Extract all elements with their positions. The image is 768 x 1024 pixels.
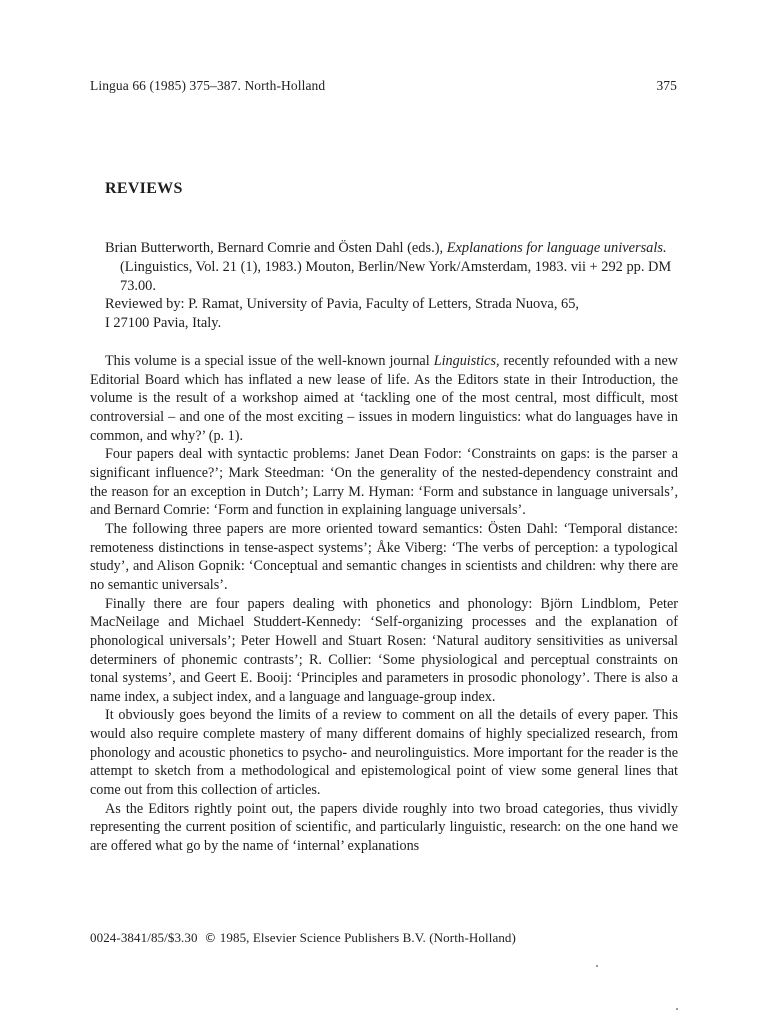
publisher-line: 1985, Elsevier Science Publishers B.V. (North-Holland) <box>219 930 516 945</box>
scan-speck <box>596 965 598 967</box>
book-title: Explanations for language universals. <box>446 240 667 256</box>
page-number: 375 <box>656 78 677 93</box>
paragraph-4: Finally there are four papers dealing with phonetics and phonology: Björn Lindblom, Peter MacNeilage and Michael Studdert-Kennedy: ‘Self-organizing processes and the explanation of phonological universals’; Peter Howell and Stuart Rosen: ‘Natural auditory sensitivities as universal determiners of phonemic contrasts’; R. Collier: ‘Some physiological and perceptual constraints on tonal systems’, and Geert E. Booij: ‘Principles and parameters in prosodic phonology’. There is also a name index, a subject index, and a language and language-group index. <box>90 595 678 705</box>
running-header <box>90 78 677 94</box>
p1-start: This volume is a special issue of the well-known journal <box>105 353 430 369</box>
journal-name: Linguistics, <box>433 353 500 369</box>
book-citation <box>105 239 677 333</box>
book-reference <box>105 239 677 295</box>
issn-price: 0024-3841/85/$3.30 <box>90 930 198 945</box>
paragraph-2: Four papers deal with syntactic problems: Janet Dean Fodor: ‘Constraints on gaps: is the parser a significant influence?’; Mark Steedman: ‘On the generality of the nested-dependency constraint and the reason for an exception in Dutch’; Larry M. Hyman: ‘Form and substance in language universals’, and Bernard Comrie: ‘Form and function in explaining language universals’. <box>90 446 678 519</box>
book-authors: Brian Butterworth, Bernard Comrie and Östen Dahl (eds.), <box>105 240 444 256</box>
section-title: REVIEWS <box>105 180 183 197</box>
p1-rest: recently refounded with a new Editorial Board which has inflated a new lease of life. As the Editors state in their Introduction, the volume is the result of a workshop aimed at ‘tackling one of the most central, most difficult, most controversial – and one of the most exciting – issues in modern linguistics: what do languages have in common, and why?’ (p. 1). <box>90 353 679 444</box>
book-details: (Linguistics, Vol. 21 (1), 1983.) Mouton, Berlin/New York/Amsterdam, 1983. vii + 292 pp. DM 73.00. <box>120 258 672 294</box>
paragraph-5: It obviously goes beyond the limits of a review to comment on all the details of every paper. This would also require complete mastery of many different domains of highly specialized research, from phonology and acoustic phonetics to psycho- and neurolinguistics. More important for the reader is the attempt to sketch from a methodological and epistemological point of view some general lines that come out from this collection of articles. <box>90 707 678 799</box>
paragraph-1 <box>90 352 678 445</box>
scan-speck <box>676 1008 678 1010</box>
journal-reference: Lingua 66 (1985) 375–387. North-Holland <box>90 78 326 93</box>
review-body <box>90 352 678 856</box>
reviewer-address: I 27100 Pavia, Italy. <box>105 315 222 332</box>
paragraph-6: As the Editors rightly point out, the papers divide roughly into two broad categories, thus vividly representing the current position of scientific, and particularly linguistic, research: on the one hand we are offered what go by the name of ‘internal’ explanations <box>90 800 678 855</box>
copyright-footer <box>90 930 516 946</box>
reviewer-line: Reviewed by: P. Ramat, University of Pavia, Faculty of Letters, Strada Nuova, 65, <box>105 296 579 313</box>
paragraph-3: The following three papers are more oriented toward semantics: Östen Dahl: ‘Temporal distance: remoteness distinctions in tense-aspect systems’; Åke Viberg: ‘The verbs of perception: a typological study’, and Alison Gopnik: ‘Conceptual and semantic changes in scientists and children: why there are no semantic universals’. <box>90 520 678 593</box>
copyright-icon: © <box>204 931 217 945</box>
reviewer-info <box>105 295 677 333</box>
